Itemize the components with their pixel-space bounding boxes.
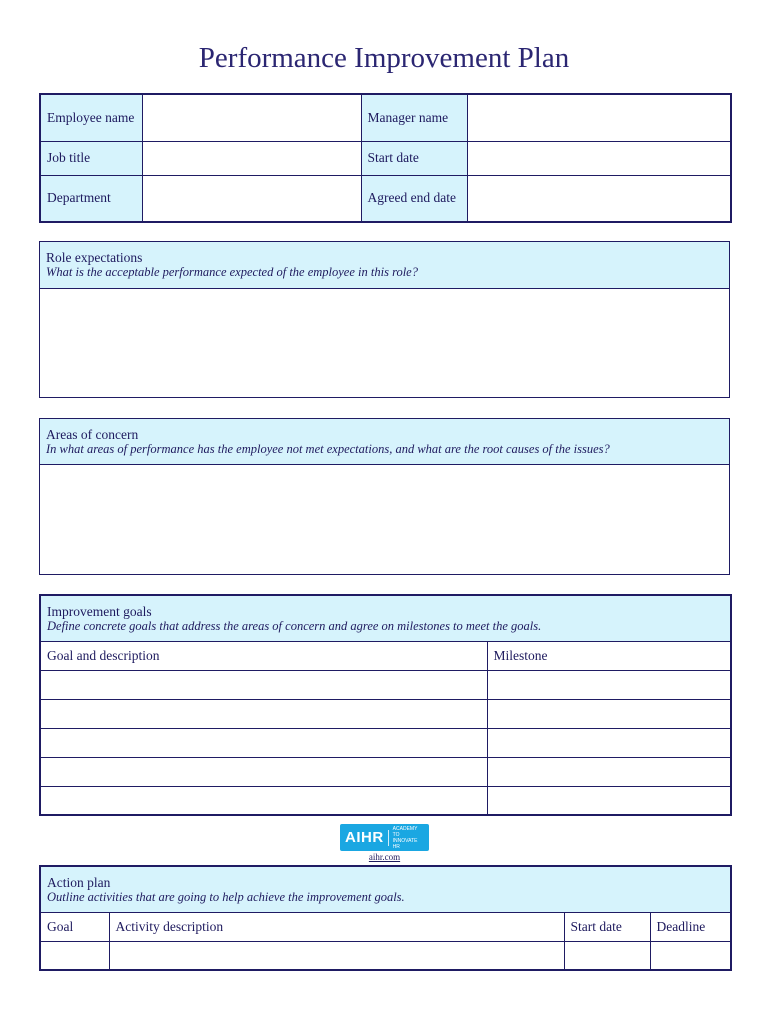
role-expectations-section: [39, 241, 730, 398]
agreed-end-date-field[interactable]: [467, 175, 731, 222]
table-row: [40, 699, 731, 728]
start-date-cell[interactable]: [564, 941, 650, 970]
table-row: [40, 757, 731, 786]
table-row: [40, 728, 731, 757]
start-date-label: Start date: [361, 141, 467, 175]
job-title-field[interactable]: [142, 141, 361, 175]
employee-info-table: [39, 93, 732, 223]
improvement-goals-prompt: Define concrete goals that address the areas of concern and agree on milestones to meet the goals.: [47, 619, 542, 633]
job-title-label: Job title: [40, 141, 142, 175]
improvement-goals-table: [39, 594, 732, 816]
table-row: [40, 786, 731, 815]
goal-description-column-header: Goal and description: [40, 641, 487, 670]
areas-of-concern-prompt: In what areas of performance has the employee not met expectations, and what are the root causes of the issues?: [46, 442, 610, 456]
areas-of-concern-section: [39, 418, 730, 575]
employee-name-field[interactable]: [142, 94, 361, 141]
page-title: Performance Improvement Plan: [198, 42, 570, 74]
goal-description-cell[interactable]: [40, 670, 487, 699]
milestone-cell[interactable]: [487, 699, 731, 728]
goal-cell[interactable]: [40, 941, 109, 970]
goal-description-cell[interactable]: [40, 728, 487, 757]
logo-brand: AIHR: [345, 829, 384, 846]
milestone-cell[interactable]: [487, 757, 731, 786]
role-expectations-field[interactable]: [40, 289, 729, 397]
areas-of-concern-field[interactable]: [40, 465, 729, 574]
role-expectations-header: [40, 242, 729, 289]
goal-description-cell[interactable]: [40, 757, 487, 786]
employee-name-label: Employee name: [40, 94, 142, 141]
goal-column-header: Goal: [40, 912, 109, 941]
areas-of-concern-header: [40, 419, 729, 465]
milestone-cell[interactable]: [487, 670, 731, 699]
role-expectations-prompt: What is the acceptable performance expected of the employee in this role?: [46, 265, 418, 279]
department-field[interactable]: [142, 175, 361, 222]
milestone-cell[interactable]: [487, 728, 731, 757]
start-date-field[interactable]: [467, 141, 731, 175]
role-expectations-heading: Role expectations: [46, 250, 143, 265]
manager-name-label: Manager name: [361, 94, 467, 141]
table-row: [40, 941, 731, 970]
table-row: [40, 670, 731, 699]
activity-description-column-header: Activity description: [109, 912, 564, 941]
milestone-cell[interactable]: [487, 786, 731, 815]
department-label: Department: [40, 175, 142, 222]
goal-description-cell[interactable]: [40, 786, 487, 815]
areas-of-concern-heading: Areas of concern: [46, 427, 139, 442]
deadline-cell[interactable]: [650, 941, 731, 970]
action-plan-prompt: Outline activities that are going to help achieve the improvement goals.: [47, 890, 405, 904]
goal-description-cell[interactable]: [40, 699, 487, 728]
agreed-end-date-label: Agreed end date: [361, 175, 467, 222]
milestone-column-header: Milestone: [487, 641, 731, 670]
manager-name-field[interactable]: [467, 94, 731, 141]
action-plan-table: [39, 865, 732, 971]
activity-description-cell[interactable]: [109, 941, 564, 970]
improvement-goals-heading: Improvement goals: [47, 604, 152, 619]
logo-divider: [388, 830, 389, 846]
aihr-logo: [340, 824, 429, 851]
logo-tagline: ACADEMY TO INNOVATE HR: [392, 825, 418, 850]
action-plan-header: [40, 866, 731, 912]
improvement-goals-header: [40, 595, 731, 641]
action-plan-heading: Action plan: [47, 875, 111, 890]
website-link[interactable]: aihr.com: [368, 852, 401, 862]
deadline-column-header: Deadline: [650, 912, 731, 941]
start-date-column-header: Start date: [564, 912, 650, 941]
